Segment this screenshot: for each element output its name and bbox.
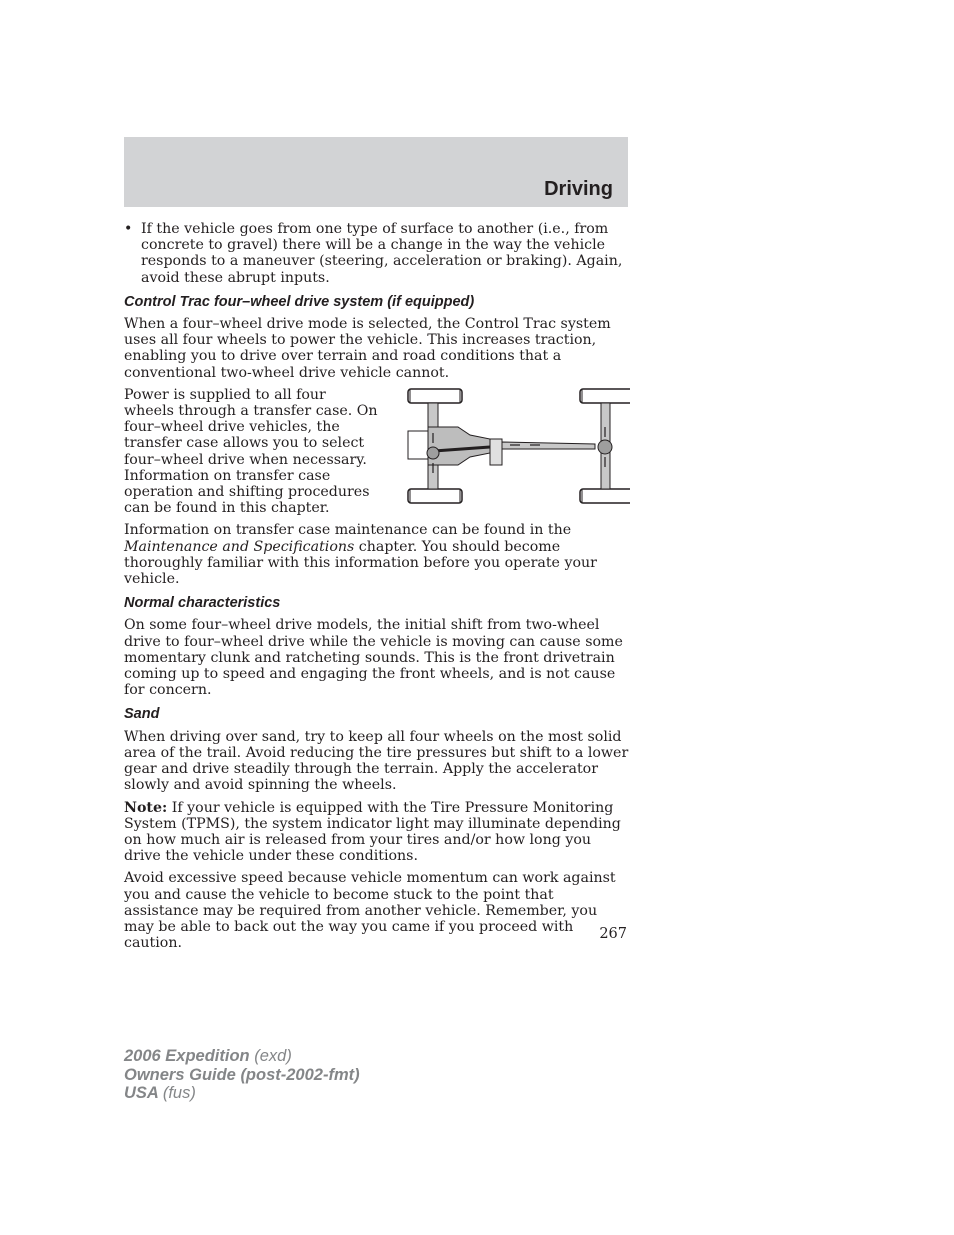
sand-heading: Sand bbox=[124, 706, 160, 723]
rear-right-wheel bbox=[580, 489, 630, 503]
header-band bbox=[124, 137, 628, 207]
control-trac-para2: Power is supplied to all four wheels through a transfer case. On four–wheel drive vehicles, the transfer case allows you to select four–wheel drive when necessary. Information on transfer case operation and shifting procedures can be found in this chapter. bbox=[124, 386, 378, 517]
footer-market-code: (fus) bbox=[162, 1084, 196, 1102]
note-text: If your vehicle is equipped with the Tire Pressure Monitoring System (TPMS), the system indicator light may illuminate depending on how much air is released from your tires and/or how long you drive the vehicle under these conditions. bbox=[124, 799, 621, 865]
footer-model: 2006 Expedition bbox=[124, 1047, 250, 1065]
bullet-item bbox=[124, 221, 630, 286]
footer-line1 bbox=[124, 1047, 360, 1066]
front-left-wheel bbox=[408, 389, 462, 403]
section-title: Driving bbox=[544, 178, 613, 200]
sand-para3: Avoid excessive speed because vehicle momentum can work against you and cause the vehicle to become stuck to the point that assistance may be required from another vehicle. Remember, you may be able to back out the way you came if you proceed with caution. bbox=[124, 870, 616, 952]
control-trac-heading: Control Trac four–wheel drive system (if equipped) bbox=[124, 293, 475, 310]
page-number: 267 bbox=[599, 926, 627, 942]
normal-characteristics-para: On some four–wheel drive models, the initial shift from two-wheel drive to four–wheel drive while the vehicle is moving can cause some momentary clunk and ratcheting sounds. This is the front drivetrain coming up to speed and engaging the front wheels, and is not cause for concern. bbox=[124, 617, 623, 699]
maintenance-chapter-reference: Maintenance and Specifications bbox=[124, 538, 355, 555]
sand-note bbox=[124, 800, 630, 865]
note-label: Note: bbox=[124, 799, 168, 816]
bullet-text: If the vehicle goes from one type of surface to another (i.e., from concrete to gravel) there will be a change in the way the vehicle responds to a maneuver (steering, acceleration or braking). Again, avoid these abrupt inputs. bbox=[141, 221, 623, 286]
control-trac-para3 bbox=[124, 522, 630, 587]
rear-left-wheel bbox=[580, 389, 630, 403]
control-trac-para1: When a four–wheel drive mode is selected, the Control Trac system uses all four wheels to power the vehicle. This increases traction, enabling you to drive over terrain and road conditions that a conventional two-wheel drive vehicle cannot. bbox=[124, 316, 611, 381]
footer-market: USA bbox=[124, 1084, 159, 1102]
control-trac-para3-start: Information on transfer case maintenance can be found in the bbox=[124, 522, 572, 539]
sand-para1: When driving over sand, try to keep all four wheels on the most solid area of the trail. Avoid reducing the tire pressures but shift to a lower gear and drive steadily through the terrain. Apply the accelerator slowly and avoid spinning the wheels. bbox=[124, 728, 629, 794]
bullet-icon: • bbox=[124, 221, 133, 237]
footer-document-info bbox=[124, 1047, 360, 1103]
footer-line3 bbox=[124, 1084, 360, 1103]
front-right-wheel bbox=[408, 489, 462, 503]
footer-line2: Owners Guide (post-2002-fmt) bbox=[124, 1065, 360, 1084]
drivetrain-illustration bbox=[390, 387, 630, 509]
normal-characteristics-heading: Normal characteristics bbox=[124, 595, 281, 612]
page-content bbox=[124, 221, 630, 957]
drivetrain-diagram bbox=[390, 387, 630, 509]
control-trac-para3-end: chapter. You should become thoroughly familiar with this information before you operate your vehicle. bbox=[124, 538, 597, 588]
footer-model-code: (exd) bbox=[254, 1047, 292, 1065]
